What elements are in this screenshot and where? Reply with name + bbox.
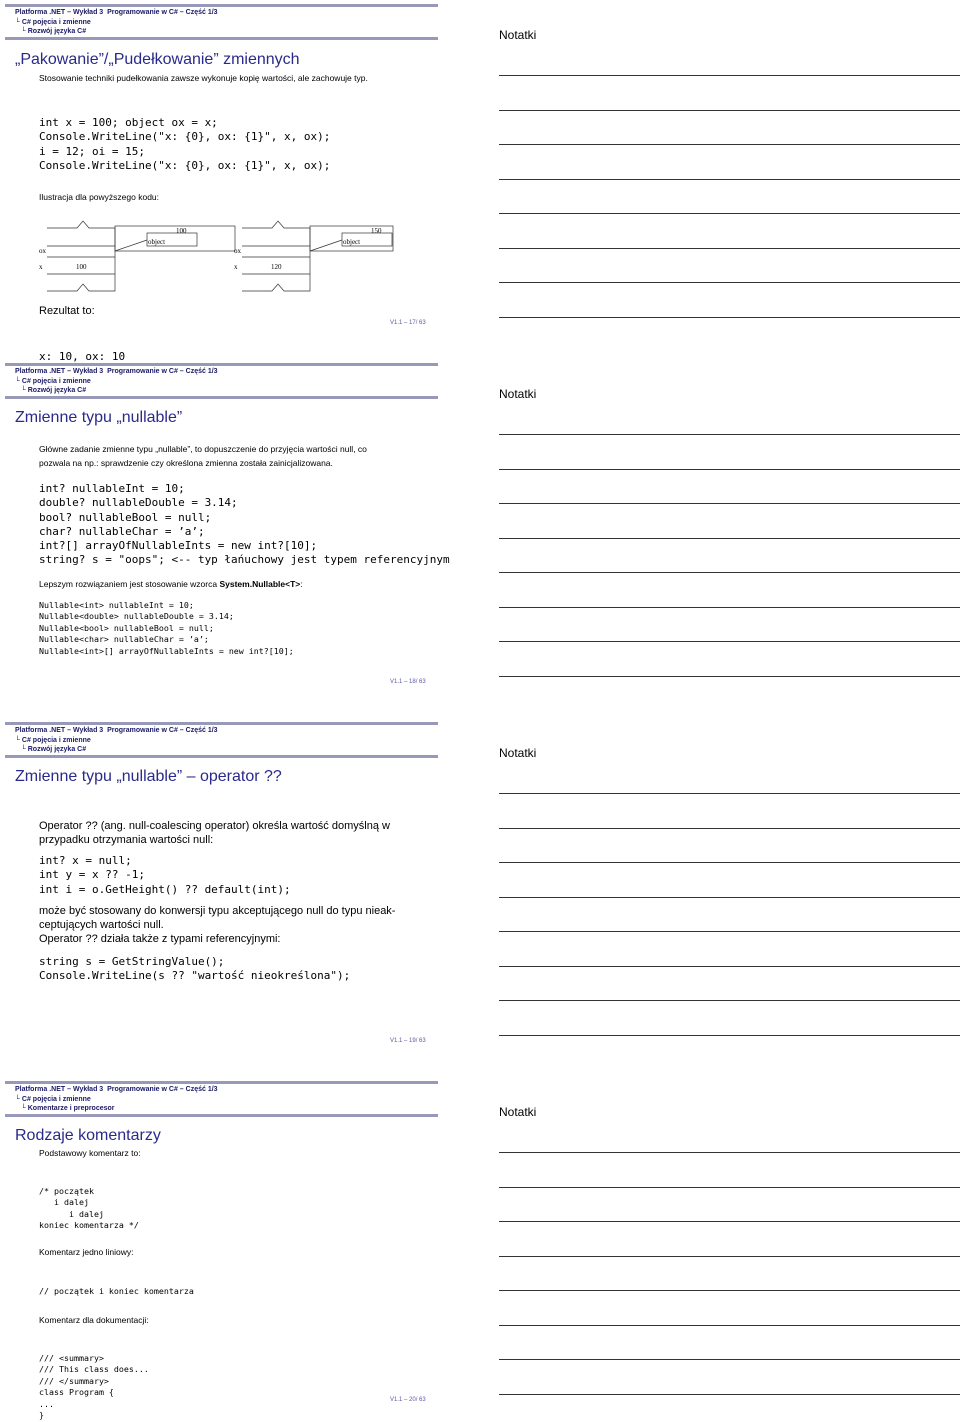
code-line: double? nullableDouble = 3.14; bbox=[39, 496, 238, 510]
notes-line bbox=[499, 793, 960, 794]
page-number: V1.1 – 20/ 63 bbox=[390, 1397, 426, 1403]
result-output: x: 10, ox: 10 bbox=[39, 350, 126, 363]
code-line: int?[] arrayOfNullableInts = new int?[10]; bbox=[39, 539, 318, 553]
breadcrumb-subsection: └ Rozwój języka C# bbox=[15, 387, 87, 394]
notes-line bbox=[499, 75, 960, 76]
breadcrumb-course: Platforma .NET – Wykład 3 Programowanie w C# – Część 1/3 bbox=[15, 368, 218, 375]
notes-line bbox=[499, 434, 960, 435]
code-block bbox=[39, 600, 294, 657]
code-line: Nullable<double> nullableDouble = 3.14; bbox=[39, 611, 234, 622]
code-line: /// This class does... bbox=[39, 1364, 149, 1375]
single-line-label: Komentarz jedno liniowy: bbox=[39, 1247, 134, 1257]
breadcrumb-section: └ C# pojęcia i zmienne bbox=[15, 1095, 91, 1103]
basic-comment-label: Podstawowy komentarz to: bbox=[39, 1148, 141, 1158]
notes-line bbox=[499, 317, 960, 318]
conversion-text: może być stosowany do konwersji typu akceptującego null do typu nieak- ceptujących wartości null. Operator ?? działa także z typami referencyjnymi: bbox=[39, 905, 396, 945]
code-line: i dalej bbox=[39, 1197, 89, 1208]
breadcrumb bbox=[15, 8, 218, 37]
code-line: Nullable<int> nullableInt = 10; bbox=[39, 600, 194, 610]
notes-line bbox=[499, 503, 960, 504]
notes-line bbox=[499, 862, 960, 863]
code-line: bool? nullableBool = null; bbox=[39, 510, 212, 524]
notes-title: Notatki bbox=[499, 1105, 537, 1119]
nullable-pattern-name: System.Nullable<T> bbox=[219, 579, 301, 589]
header-bar bbox=[5, 1081, 438, 1084]
notes-line bbox=[499, 828, 960, 829]
header-bar-bottom bbox=[5, 755, 438, 758]
slide-title: Zmienne typu „nullable” bbox=[15, 409, 183, 426]
code-block bbox=[39, 116, 330, 173]
notes-line bbox=[499, 1035, 960, 1036]
page-number: V1.1 – 19/ 63 bbox=[390, 1038, 426, 1044]
notes-line bbox=[499, 1290, 960, 1291]
code-block bbox=[39, 1286, 194, 1297]
code-block bbox=[39, 854, 291, 897]
code-line: // początek i koniec komentarza bbox=[39, 1286, 194, 1296]
breadcrumb bbox=[15, 367, 218, 396]
notes-title: Notatki bbox=[499, 28, 537, 42]
code-line: /// </summary> bbox=[39, 1375, 109, 1386]
breadcrumb-course: Platforma .NET – Wykład 3 Programowanie w C# – Część 1/3 bbox=[15, 727, 218, 734]
notes-line bbox=[499, 282, 960, 283]
page-number: V1.1 – 18/ 63 bbox=[390, 679, 426, 685]
label-x-left: x bbox=[39, 263, 43, 271]
code-block bbox=[39, 955, 350, 984]
breadcrumb bbox=[15, 726, 218, 755]
code-line: int x = 100; object ox = x; bbox=[39, 116, 218, 129]
code-line: } bbox=[39, 1410, 44, 1421]
code-block bbox=[39, 482, 450, 568]
boxed-type-left: object bbox=[148, 238, 166, 246]
slide-17 bbox=[0, 0, 960, 359]
illustration-label: Ilustracja dla powyższego kodu: bbox=[39, 192, 160, 202]
boxing-diagram bbox=[35, 216, 395, 296]
boxed-value-left: 100 bbox=[176, 227, 187, 235]
notes-title: Notatki bbox=[499, 746, 537, 760]
code-line: Console.WriteLine(s ?? "wartość nieokreślona"); bbox=[39, 969, 351, 983]
notes-line bbox=[499, 144, 960, 145]
notes-line bbox=[499, 1187, 960, 1188]
breadcrumb-subsection: └ Rozwój języka C# bbox=[15, 746, 87, 753]
notes-line bbox=[499, 1256, 960, 1257]
header-bar-bottom bbox=[5, 37, 438, 40]
code-line: i = 12; oi = 15; bbox=[39, 144, 145, 158]
slide-title: Zmienne typu „nullable” – operator ?? bbox=[15, 768, 282, 785]
notes-line bbox=[499, 213, 960, 214]
slide-title: Rodzaje komentarzy bbox=[15, 1127, 161, 1144]
notes-line bbox=[499, 897, 960, 898]
code-line: int i = o.GetHeight() ?? default(int); bbox=[39, 882, 291, 896]
notes-line bbox=[499, 179, 960, 180]
code-line: Nullable<bool> nullableBool = null; bbox=[39, 622, 214, 633]
notes-line bbox=[499, 538, 960, 539]
code-line: Nullable<int>[] arrayOfNullableInts = new int?[10]; bbox=[39, 645, 294, 656]
header-bar-bottom bbox=[5, 396, 438, 399]
code-line: /* początek bbox=[39, 1186, 94, 1196]
code-line: int y = x ?? -1; bbox=[39, 868, 145, 882]
boxed-type-right: object bbox=[343, 238, 361, 246]
breadcrumb-course: Platforma .NET – Wykład 3 Programowanie w C# – Część 1/3 bbox=[15, 9, 218, 16]
notes-line bbox=[499, 1221, 960, 1222]
slide-title: „Pakowanie”/„Pudełkowanie” zmiennych bbox=[15, 51, 300, 68]
code-block bbox=[39, 1353, 149, 1421]
operator-description: Operator ?? (ang. null-coalescing operator) określa wartość domyślną w przypadku otrzymania wartości null: bbox=[39, 820, 390, 846]
breadcrumb-section: └ C# pojęcia i zmienne bbox=[15, 377, 91, 385]
breadcrumb-course: Platforma .NET – Wykład 3 Programowanie w C# – Część 1/3 bbox=[15, 1086, 218, 1093]
notes-line bbox=[499, 1000, 960, 1001]
slide-20 bbox=[0, 1077, 960, 1422]
breadcrumb-section: └ C# pojęcia i zmienne bbox=[15, 736, 91, 744]
breadcrumb-subsection: └ Rozwój języka C# bbox=[15, 28, 87, 35]
intro-text: Główne zadanie zmienne typu „nullable”, to dopuszczenie do przyjęcia wartości null, co pozwala na np.: sprawdzenie czy określona zmienna została zainicjalizowana. bbox=[39, 444, 367, 468]
notes-line bbox=[499, 248, 960, 249]
slide-18 bbox=[0, 359, 960, 718]
value-x-left: 100 bbox=[76, 263, 87, 271]
code-line: /// <summary> bbox=[39, 1353, 104, 1363]
code-line: string? s = "oops"; <-- typ łańuchowy jest typem referencyjnym bbox=[39, 553, 450, 567]
header-bar bbox=[5, 363, 438, 366]
code-line: string s = GetStringValue(); bbox=[39, 955, 225, 968]
label-ox-right: ox bbox=[234, 247, 241, 255]
label-x-right: x bbox=[234, 263, 238, 271]
breadcrumb-subsection: └ Komentarze i preprocesor bbox=[15, 1105, 115, 1112]
notes-line bbox=[499, 931, 960, 932]
code-block bbox=[39, 1186, 139, 1232]
code-line: ... bbox=[39, 1398, 54, 1409]
notes-line bbox=[499, 469, 960, 470]
doc-comment-label: Komentarz dla dokumentacji: bbox=[39, 1315, 149, 1325]
value-x-right: 120 bbox=[271, 263, 282, 271]
slide-19 bbox=[0, 718, 960, 1077]
nullable-pattern-text: Lepszym rozwiązaniem jest stosowanie wzorca System.Nullable<T>: bbox=[39, 579, 303, 589]
header-bar bbox=[5, 722, 438, 725]
code-line: i dalej bbox=[39, 1208, 104, 1219]
notes-line bbox=[499, 641, 960, 642]
boxed-value-right: 150 bbox=[371, 227, 382, 235]
notes-line bbox=[499, 572, 960, 573]
notes-line bbox=[499, 966, 960, 967]
page-number: V1.1 – 17/ 63 bbox=[390, 320, 426, 326]
code-line: koniec komentarza */ bbox=[39, 1220, 139, 1231]
code-line: Nullable<char> nullableChar = ’a’; bbox=[39, 634, 209, 645]
notes-line bbox=[499, 676, 960, 677]
notes-title: Notatki bbox=[499, 387, 537, 401]
header-bar bbox=[5, 4, 438, 7]
code-line: class Program { bbox=[39, 1387, 114, 1398]
notes-line bbox=[499, 1359, 960, 1360]
intro-text: Stosowanie techniki pudełkowania zawsze wykonuje kopię wartości, ale zachowuje typ. bbox=[39, 73, 368, 83]
code-line: Console.WriteLine("x: {0}, ox: {1}", x, ox); bbox=[39, 130, 331, 144]
code-line: Console.WriteLine("x: {0}, ox: {1}", x, ox); bbox=[39, 158, 331, 172]
breadcrumb bbox=[15, 1085, 218, 1114]
breadcrumb-section: └ C# pojęcia i zmienne bbox=[15, 18, 91, 26]
result-label: Rezultat to: bbox=[39, 305, 95, 317]
notes-line bbox=[499, 110, 960, 111]
label-ox-left: ox bbox=[39, 247, 46, 255]
notes-line bbox=[499, 1152, 960, 1153]
notes-line bbox=[499, 1394, 960, 1395]
notes-line bbox=[499, 1325, 960, 1326]
header-bar-bottom bbox=[5, 1114, 438, 1117]
code-line: int? x = null; bbox=[39, 854, 132, 867]
code-line: char? nullableChar = ’a’; bbox=[39, 524, 205, 538]
stack-left bbox=[47, 221, 235, 291]
code-line: int? nullableInt = 10; bbox=[39, 482, 185, 495]
notes-line bbox=[499, 607, 960, 608]
